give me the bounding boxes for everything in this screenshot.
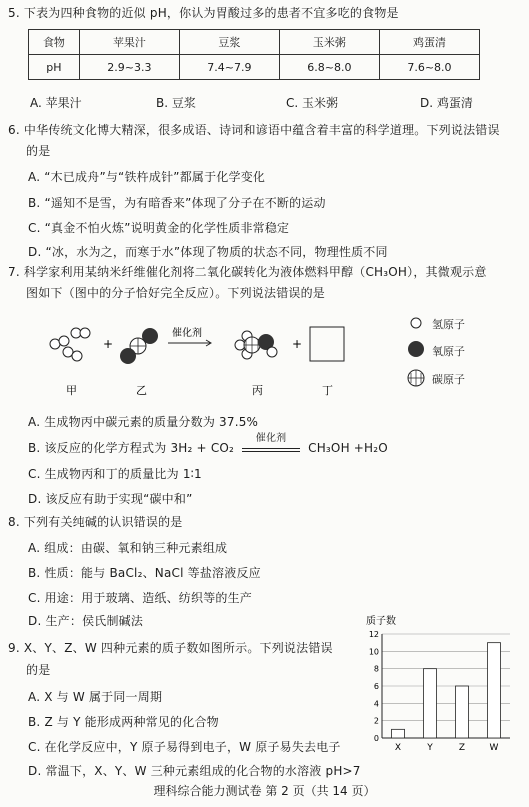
y-tick-label: 8 xyxy=(373,664,379,674)
q7-option-b-products: CH₃OH +H₂O xyxy=(308,441,388,455)
q5-option-d[interactable]: D. 鸡蛋清 xyxy=(420,96,473,110)
q8-option-b[interactable]: B. 性质：能与 BaCl₂、NaCl 等盐溶液反应 xyxy=(28,566,261,580)
carbon-atom-icon xyxy=(408,370,424,386)
legend-carbon: 碳原子 xyxy=(432,373,465,386)
q6-option-d[interactable]: D. “冰，水为之，而寒于水”体现了物质的状态不同，物理性质不同 xyxy=(28,245,388,259)
q7-stem-cont: 图如下（图中的分子恰好完全反应）。下列说法错误的是 xyxy=(26,286,326,300)
table-row xyxy=(29,55,480,80)
table-cell: 2.9~3.3 xyxy=(79,55,179,80)
table-header-cell: 豆浆 xyxy=(179,30,279,55)
atom-legend-icons xyxy=(406,317,426,387)
bar-z xyxy=(456,686,469,738)
bar-x xyxy=(392,729,405,738)
q7-option-c[interactable]: C. 生成物丙和丁的质量比为 1∶1 xyxy=(28,467,202,481)
q9-option-b[interactable]: B. Z 与 Y 能形成两种常见的化合物 xyxy=(28,715,219,729)
q6-stem: 6. 中华传统文化博大精深，很多成语、诗词和谚语中蕴含着丰富的科学道理。下列说法错误 xyxy=(8,123,500,137)
label-jia: 甲 xyxy=(66,384,77,397)
y-tick-label: 10 xyxy=(368,647,379,657)
ch3oh-molecule xyxy=(235,331,277,359)
equals-sign xyxy=(242,448,300,452)
table-cell: 7.6~8.0 xyxy=(379,55,479,80)
bar-w xyxy=(488,643,501,738)
q9-option-a[interactable]: A. X 与 W 属于同一周期 xyxy=(28,690,163,704)
page-footer: 理科综合能力测试卷 第 2 页（共 14 页） xyxy=(153,784,376,798)
table-header-cell: 苹果汁 xyxy=(79,30,179,55)
q5-stem: 5. 下表为四种食物的近似 pH，你认为胃酸过多的患者不宜多吃的食物是 xyxy=(8,6,399,20)
q6-option-a[interactable]: A. “木已成舟”与“铁杵成针”都属于化学变化 xyxy=(28,170,266,184)
q6-option-b[interactable]: B. “遥知不是雪，为有暗香来”体现了分子在不断的运动 xyxy=(28,196,326,210)
q7-option-a[interactable]: A. 生成物丙中碳元素的质量分数为 37.5% xyxy=(28,415,259,429)
q7-stem: 7. 科学家利用某纳米纤维催化剂将二氧化碳转化为液体燃料甲醇（CH₃OH），其微观示意 xyxy=(8,265,487,279)
product-ding-box xyxy=(310,327,344,361)
table-header-cell: 食物 xyxy=(29,30,80,55)
catalyst-label: 催化剂 xyxy=(172,328,202,339)
x-tick-label: Z xyxy=(458,743,466,753)
y-tick-label: 2 xyxy=(373,716,379,726)
table-header-cell: 鸡蛋清 xyxy=(379,30,479,55)
y-tick-label: 6 xyxy=(373,682,379,691)
x-tick-label: X xyxy=(394,743,402,753)
q8-option-a[interactable]: A. 组成：由碳、氧和钠三种元素组成 xyxy=(28,541,228,555)
q7-option-b[interactable] xyxy=(28,433,388,456)
x-tick-label: W xyxy=(489,743,499,753)
chart-title: 质子数 xyxy=(366,616,396,627)
legend-oxygen: 氧原子 xyxy=(432,345,465,358)
hydrogen-atom-icon xyxy=(411,318,421,328)
q5-option-a[interactable]: A. 苹果汁 xyxy=(30,96,82,110)
y-tick-label: 12 xyxy=(368,630,379,639)
y-tick-label: 0 xyxy=(373,734,379,743)
plus-sign: + xyxy=(103,337,114,351)
q8-stem: 8. 下列有关纯碱的认识错误的是 xyxy=(8,515,183,529)
table-row xyxy=(29,30,480,55)
q8-option-d[interactable]: D. 生产：侯氏制碱法 xyxy=(28,614,144,628)
h2-molecules xyxy=(50,328,90,361)
q8-option-c[interactable]: C. 用途：用于玻璃、造纸、纺织等的生产 xyxy=(28,591,253,605)
co2-molecule xyxy=(120,328,158,364)
catalyst-condition-label: 催化剂 xyxy=(255,433,287,444)
q9-stem: 9. X、Y、Z、W 四种元素的质子数如图所示。下列说法错误 xyxy=(8,641,333,655)
table-cell: 7.4~7.9 xyxy=(179,55,279,80)
q5-option-b[interactable]: B. 豆浆 xyxy=(156,96,196,110)
reaction-diagram xyxy=(40,312,400,402)
plus-sign: + xyxy=(292,337,303,351)
label-yi: 乙 xyxy=(136,384,147,397)
table-cell: 6.8~8.0 xyxy=(279,55,379,80)
x-tick-label: Y xyxy=(427,743,433,753)
label-bing: 丙 xyxy=(252,384,263,397)
label-ding: 丁 xyxy=(322,384,333,397)
q7-option-b-text: B. 该反应的化学方程式为 3H₂ + CO₂ xyxy=(28,441,235,455)
q6-stem-cont: 的是 xyxy=(26,144,51,158)
reaction-condition xyxy=(242,433,300,452)
table-header-cell: 玉米粥 xyxy=(279,30,379,55)
q7-option-d[interactable]: D. 该反应有助于实现“碳中和” xyxy=(28,492,193,506)
table-cell: pH xyxy=(29,55,80,80)
ph-table xyxy=(28,29,480,80)
q9-option-c[interactable]: C. 在化学反应中，Y 原子易得到电子，W 原子易失去电子 xyxy=(28,740,341,754)
proton-number-chart xyxy=(360,612,522,756)
q6-option-c[interactable]: C. “真金不怕火炼”说明黄金的化学性质非常稳定 xyxy=(28,221,290,235)
oxygen-atom-icon xyxy=(408,341,424,357)
q5-option-c[interactable]: C. 玉米粥 xyxy=(286,96,339,110)
q9-option-d[interactable]: D. 常温下，X、Y、W 三种元素组成的化合物的水溶液 pH>7 xyxy=(28,764,361,778)
legend-hydrogen: 氢原子 xyxy=(432,318,465,331)
bar-y xyxy=(424,669,437,738)
y-tick-label: 4 xyxy=(373,699,379,709)
q9-stem-cont: 的是 xyxy=(26,663,51,677)
